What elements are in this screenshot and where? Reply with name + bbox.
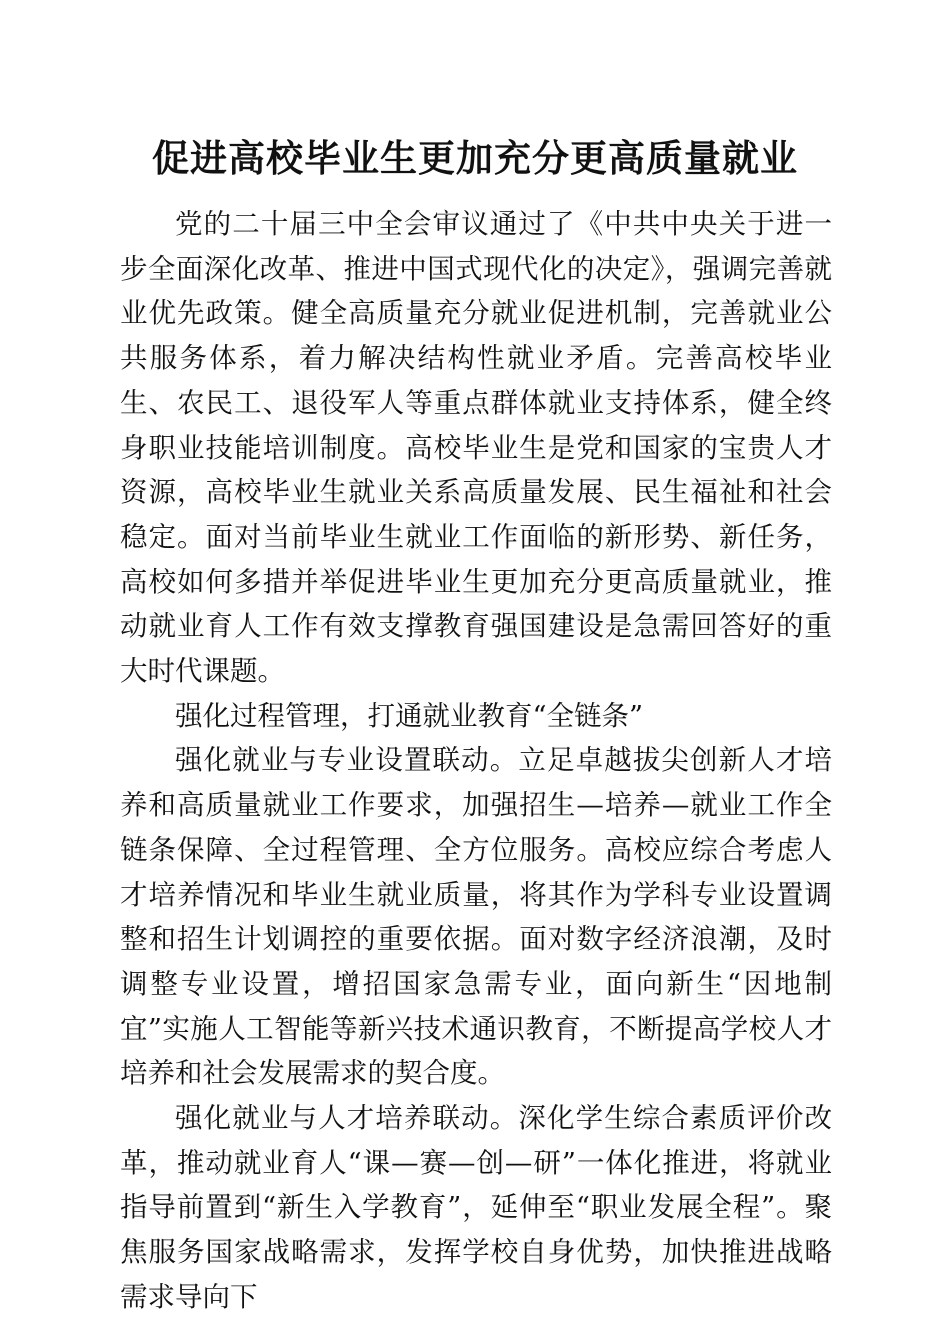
section-heading: 强化过程管理，打通就业教育“全链条” xyxy=(175,699,644,732)
paragraph-intro: 党的二十届三中全会审议通过了《中共中央关于进一步全面深化改革、推进中国式现代化的决定》，强调完善就业优先政策。健全高质量充分就业促进机制，完善就业公共服务体系，着力解决结构性就业矛盾。完善高校毕业生、农民工、退役军人等重点群体就业支持体系，健全终身职业技能培训制度。高校毕业生是党和国家的宝贵人才资源，高校毕业生就业关系高质量发展、民生福祉和社会稳定。面对当前毕业生就业工作面临的新形势、新任务，高校如何多措并举促进毕业生更加充分更高质量就业，推动就业育人工作有效支撑教育强国建设是急需回答好的重大时代课题。 xyxy=(120,208,832,688)
paragraph-talent-linkage: 强化就业与人才培养联动。深化学生综合素质评价改革，推动就业育人“课—赛—创—研”一体化推进，将就业指导前置到“新生入学教育”，延伸至“职业发展全程”。聚焦服务国家战略需求，发挥学校自身优势，加快推进战略需求导向下 xyxy=(120,1102,832,1313)
document-title: 促进高校毕业生更加充分更高质量就业 xyxy=(152,136,798,180)
paragraph-major-linkage: 强化就业与专业设置联动。立足卓越拔尖创新人才培养和高质量就业工作要求，加强招生—培养—就业工作全链条保障、全过程管理、全方位服务。高校应综合考虑人才培养情况和毕业生就业质量，将其作为学科专业设置调整和招生计划调控的重要依据。面对数字经济浪潮，及时调整专业设置，增招国家急需专业，面向新生“因地制宜”实施人工智能等新兴技术通识教育，不断提高学校人才培养和社会发展需求的契合度。 xyxy=(120,744,832,1090)
document-body xyxy=(120,202,832,1320)
